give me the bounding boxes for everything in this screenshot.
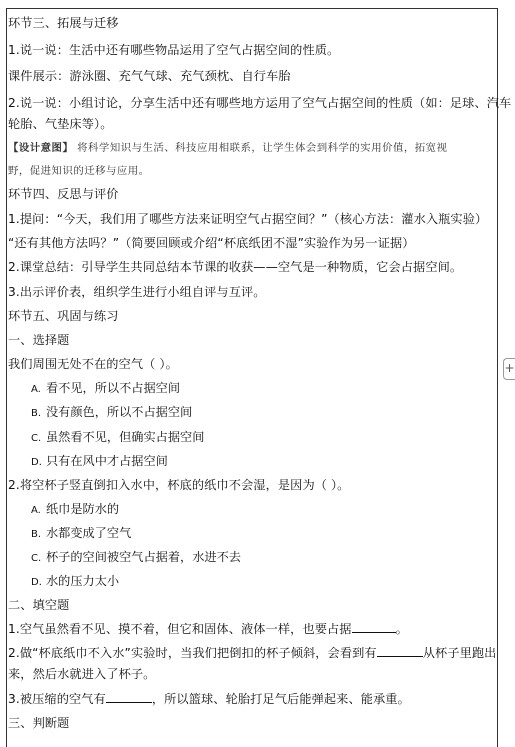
section3-q2-line1: 2.说一说：小组讨论，分享生活中还有哪些地方运用了空气占据空间的性质（如：足球、汽车 bbox=[8, 96, 512, 110]
fill-q3-blank[interactable] bbox=[106, 690, 152, 703]
section4-q1-line2: “还有其他方法吗？”（简要回顾或介绍“杯底纸团不湿”实验作为另一证据） bbox=[8, 236, 415, 250]
design-intent-label: 【设计意图】 bbox=[8, 142, 74, 154]
judge-heading: 三、判断题 bbox=[8, 716, 70, 730]
section4-q2: 2.课堂总结：引导学生共同总结本节课的收获——空气是一种物质，它会占据空间。 bbox=[8, 260, 463, 274]
fill-q1: 1.空气虽然看不见、摸不着，但它和固体、液体一样，也要占据 。 bbox=[8, 622, 408, 636]
section3-q1: 1.说一说：生活中还有哪些物品运用了空气占据空间的性质。 bbox=[8, 43, 340, 57]
expand-handle-icon[interactable]: + bbox=[503, 358, 515, 380]
section5-heading: 环节五、巩固与练习 bbox=[8, 309, 119, 323]
design-intent-line2: 野，促进知识的迁移与应用。 bbox=[8, 165, 150, 177]
choice-q1-option-d: D. 只有在风中才占据空间 bbox=[31, 454, 168, 468]
section4-heading: 环节四、反思与评价 bbox=[8, 187, 119, 201]
section4-q1-line1: 1.提问：“今天，我们用了哪些方法来证明空气占据空间？”（核心方法：灌水入瓶实验） bbox=[8, 212, 488, 226]
choice-q1: 我们周围无处不在的空气（ ）。 bbox=[8, 357, 178, 371]
fill-q2-blank[interactable] bbox=[377, 644, 423, 657]
fill-heading: 二、填空题 bbox=[8, 598, 70, 612]
choice-q2-option-d: D. 水的压力太小 bbox=[31, 574, 120, 588]
design-intent-line1 bbox=[8, 139, 447, 157]
fill-q1-blank[interactable] bbox=[352, 620, 396, 633]
fill-q2-line1: 2.做“杯底纸巾不入水”实验时，当我们把倒扣的杯子倾斜，会看到有 从杯子里跑出 bbox=[8, 646, 497, 660]
fill-q3: 3.被压缩的空气有 ，所以篮球、轮胎打足气后能弹起来、能承重。 bbox=[8, 692, 410, 706]
choice-q1-option-b: B. 没有颜色，所以不占据空间 bbox=[31, 405, 193, 419]
choice-q1-option-a: A. 看不见，所以不占据空间 bbox=[31, 381, 181, 395]
choice-heading: 一、选择题 bbox=[8, 333, 70, 347]
section4-q3: 3.出示评价表，组织学生进行小组自评与互评。 bbox=[8, 285, 266, 299]
courseware-line: 课件展示：游泳圈、充气气球、充气颈枕、自行车胎 bbox=[8, 69, 291, 83]
design-intent-text: 将科学知识与生活、科技应用相联系，让学生体会到科学的实用价值，拓宽视 bbox=[77, 142, 448, 154]
choice-q1-option-c: C. 虽然看不见，但确实占据空间 bbox=[31, 430, 205, 444]
section3-heading: 环节三、拓展与迁移 bbox=[8, 16, 119, 30]
choice-q2: 2.将空杯子竖直倒扣入水中，杯底的纸巾不会湿，是因为（ ）。 bbox=[8, 478, 350, 492]
choice-q2-option-a: A. 纸巾是防水的 bbox=[31, 502, 120, 516]
fill-q2-line2: 来，然后水就进入了杯子。 bbox=[8, 667, 156, 681]
choice-q2-option-c: C. 杯子的空间被空气占据着，水进不去 bbox=[31, 550, 241, 564]
choice-q2-option-b: B. 水都变成了空气 bbox=[31, 526, 132, 540]
section3-q2-line2: 轮胎、气垫床等）。 bbox=[8, 117, 113, 131]
